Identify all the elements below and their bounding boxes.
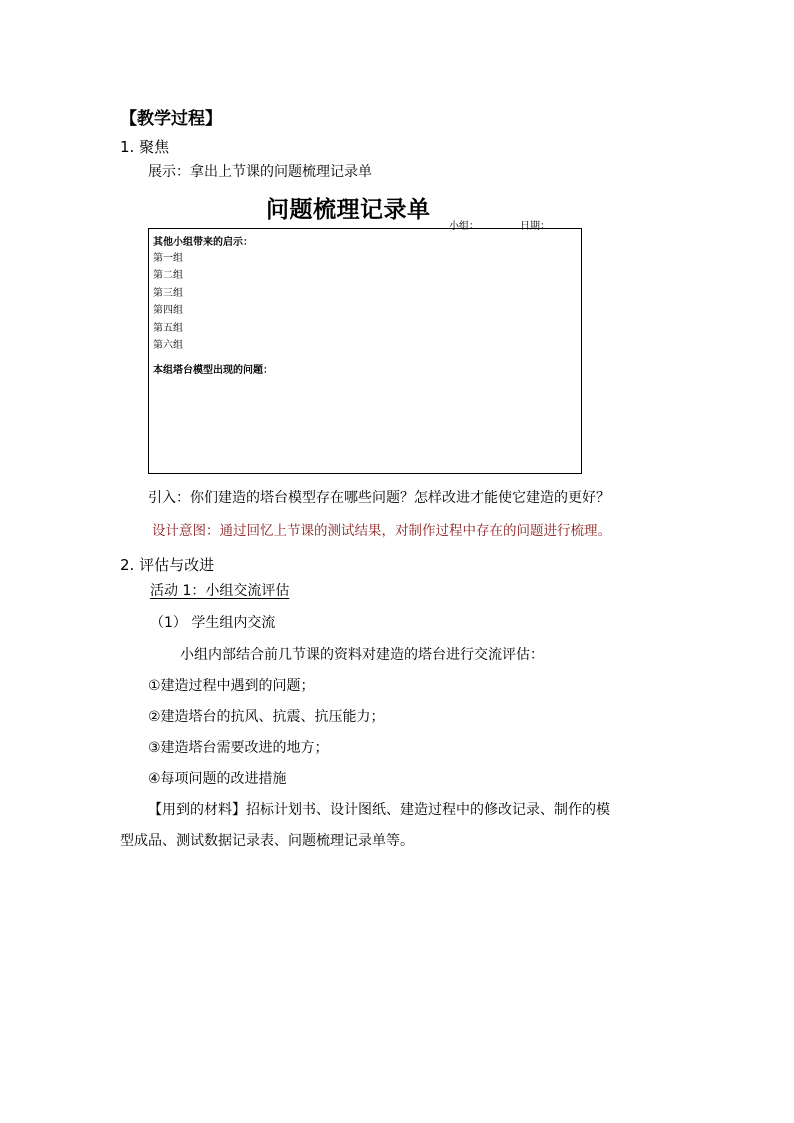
date-label: 日期： [520, 221, 550, 232]
materials-line-2: 型成品、测试数据记录表、问题梳理记录单等。 [120, 833, 414, 849]
record-form-box [148, 228, 582, 474]
list-item: ①建造过程中遇到的问题； [148, 678, 315, 694]
list-item: ③建造塔台需要改进的地方； [148, 740, 329, 756]
show-text: 展示：拿出上节课的问题梳理记录单 [148, 164, 372, 180]
step2-heading: 2. 评估与改进 [120, 556, 215, 574]
step1-heading: 1. 聚焦 [120, 138, 170, 156]
inspiration-label: 其他小组带来的启示： [153, 237, 253, 248]
sub-heading: （1） 学生组内交流 [150, 615, 276, 631]
intro-text: 引入：你们建造的塔台模型存在哪些问题？怎样改进才能使它建造的更好？ [148, 490, 610, 506]
problems-label: 本组塔台模型出现的问题： [153, 365, 273, 376]
section-title: 【教学过程】 [120, 109, 222, 129]
list-item: ④每项问题的改进措施 [148, 771, 287, 787]
group-item: 第四组 [153, 305, 183, 316]
group-label: 小组： [449, 221, 479, 232]
group-item: 第二组 [153, 270, 183, 281]
list-item: ②建造塔台的抗风、抗震、抗压能力； [148, 709, 385, 725]
activity-title: 活动 1：小组交流评估 [150, 583, 290, 599]
group-item: 第五组 [153, 323, 183, 334]
group-item: 第三组 [153, 288, 183, 299]
desc-text: 小组内部结合前几节课的资料对建造的塔台进行交流评估： [180, 647, 544, 663]
group-item: 第一组 [153, 253, 183, 264]
group-item: 第六组 [153, 340, 183, 351]
design-intent: 设计意图：通过回忆上节课的测试结果，对制作过程中存在的问题进行梳理。 [152, 523, 611, 539]
form-title: 问题梳理记录单 [266, 197, 431, 223]
materials-line-1: 【用到的材料】招标计划书、设计图纸、建造过程中的修改记录、制作的模 [148, 802, 610, 818]
